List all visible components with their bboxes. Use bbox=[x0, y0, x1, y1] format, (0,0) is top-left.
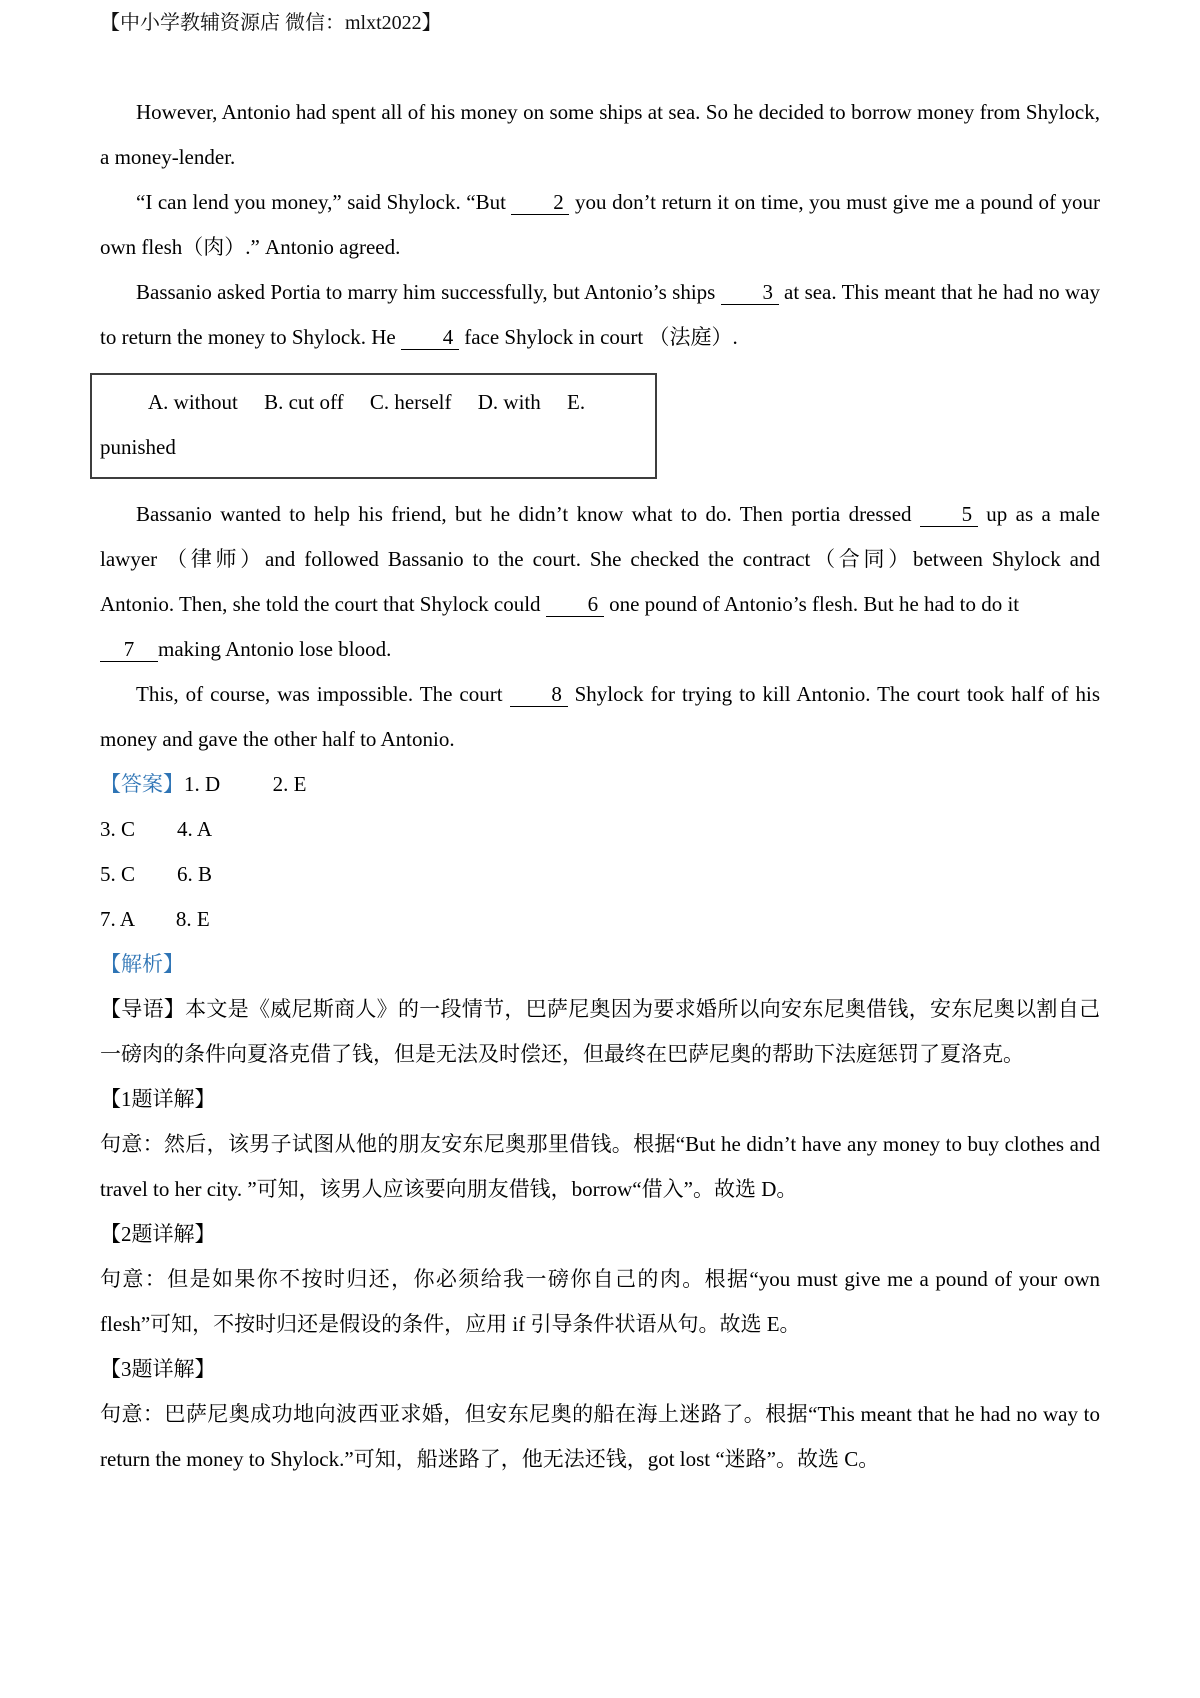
paragraph-text: making Antonio lose blood. bbox=[158, 637, 392, 661]
answer-key-row-1 bbox=[100, 762, 1100, 807]
answer-key-row-2 bbox=[100, 807, 1100, 852]
answer-values: 1. D 2. E bbox=[184, 772, 307, 796]
cloze-blank-6: 6 bbox=[546, 593, 604, 617]
detail-1-text: 句意：然后，该男子试图从他的朋友安东尼奥那里借钱。根据“But he didn’t have any money to buy clothes and travel to her city. ”可知，该男人应该要向朋友借钱，borrow“借入”。故选 D。 bbox=[100, 1132, 1100, 1201]
passage-paragraph-4 bbox=[100, 492, 1100, 627]
answer-values: 3. C 4. A bbox=[100, 817, 213, 841]
paragraph-text: you don’t return it on time, you must give me a pound of your own flesh（肉）.” Antonio agreed. bbox=[100, 190, 1100, 259]
cloze-blank-7: 7 bbox=[100, 638, 158, 662]
analysis-overview: 【导语】本文是《威尼斯商人》的一段情节，巴萨尼奥因为要求婚所以向安东尼奥借钱，安东尼奥以割自己一磅肉的条件向夏洛克借了钱，但是无法及时偿还，但最终在巴萨尼奥的帮助下法庭惩罚了夏洛克。 bbox=[100, 997, 1100, 1066]
paragraph-text: “I can lend you money,” said Shylock. “But bbox=[136, 190, 512, 214]
passage-paragraph-5 bbox=[100, 672, 1100, 762]
paragraph-text: Bassanio asked Portia to marry him successfully, but Antonio’s ships bbox=[136, 280, 721, 304]
cloze-blank-4: 4 bbox=[401, 326, 459, 350]
answer-key-row-3 bbox=[100, 852, 1100, 897]
answer-values: 5. C 6. B bbox=[100, 862, 213, 886]
paragraph-text: Bassanio wanted to help his friend, but he didn’t know what to do. Then portia dressed bbox=[136, 502, 920, 526]
detail-1-label: 【1题详解】 bbox=[100, 1087, 216, 1111]
analysis-section-label: 【解析】 bbox=[100, 952, 184, 976]
passage-paragraph-1 bbox=[100, 90, 1100, 180]
cloze-blank-2: 2 bbox=[511, 191, 569, 215]
paragraph-text: Shylock for trying to kill Antonio. The court took half of his money and gave the other half to Antonio. bbox=[100, 682, 1100, 751]
paragraph-text: However, Antonio had spent all of his money on some ships at sea. So he decided to borrow money from Shylock, a money-lender. bbox=[100, 100, 1100, 169]
paragraph-text: up as a male lawyer （律师）and followed Bassanio to the court. She checked the contract（合同）between Shylock and Antonio. Then, she told the court that Shylock could bbox=[100, 502, 1100, 616]
cloze-blank-8: 8 bbox=[510, 683, 568, 707]
paragraph-text: one pound of Antonio’s flesh. But he had to do it bbox=[603, 592, 1020, 616]
cloze-blank-5: 5 bbox=[920, 503, 978, 527]
header-watermark: 【中小学教辅资源店 微信：mlxt2022】 bbox=[100, 12, 442, 34]
passage-paragraph-4b bbox=[100, 627, 1100, 672]
passage-paragraph-3 bbox=[100, 270, 1100, 360]
passage-paragraph-2 bbox=[100, 180, 1100, 270]
detail-3-label: 【3题详解】 bbox=[100, 1357, 216, 1381]
answer-key-row-4 bbox=[100, 897, 1100, 942]
options-box bbox=[90, 373, 657, 479]
detail-3-text: 句意：巴萨尼奥成功地向波西亚求婚，但安东尼奥的船在海上迷路了。根据“This meant that he had no way to return the money to Shylock.”可知，船迷路了，他无法还钱，got lost “迷路”。故选 C。 bbox=[100, 1402, 1100, 1471]
answer-key-label: 【答案】 bbox=[100, 772, 184, 796]
options-line-1: A. without B. cut off C. herself D. with E. bbox=[148, 390, 586, 414]
options-line-2: punished bbox=[100, 435, 176, 459]
paragraph-text: at sea. This meant that he had no way to return the money to Shylock. He bbox=[100, 280, 1100, 349]
detail-2-text: 句意：但是如果你不按时归还，你必须给我一磅你自己的肉。根据“you must give me a pound of your own flesh”可知，不按时归还是假设的条件，应用 if 引导条件状语从句。故选 E。 bbox=[100, 1267, 1100, 1336]
paragraph-text: This, of course, was impossible. The court bbox=[136, 682, 510, 706]
paragraph-text: face Shylock in court （法庭）. bbox=[458, 325, 738, 349]
detail-2-label: 【2题详解】 bbox=[100, 1222, 216, 1246]
cloze-blank-3: 3 bbox=[721, 281, 779, 305]
document-content bbox=[100, 90, 1100, 1482]
answer-values: 7. A 8. E bbox=[100, 907, 210, 931]
